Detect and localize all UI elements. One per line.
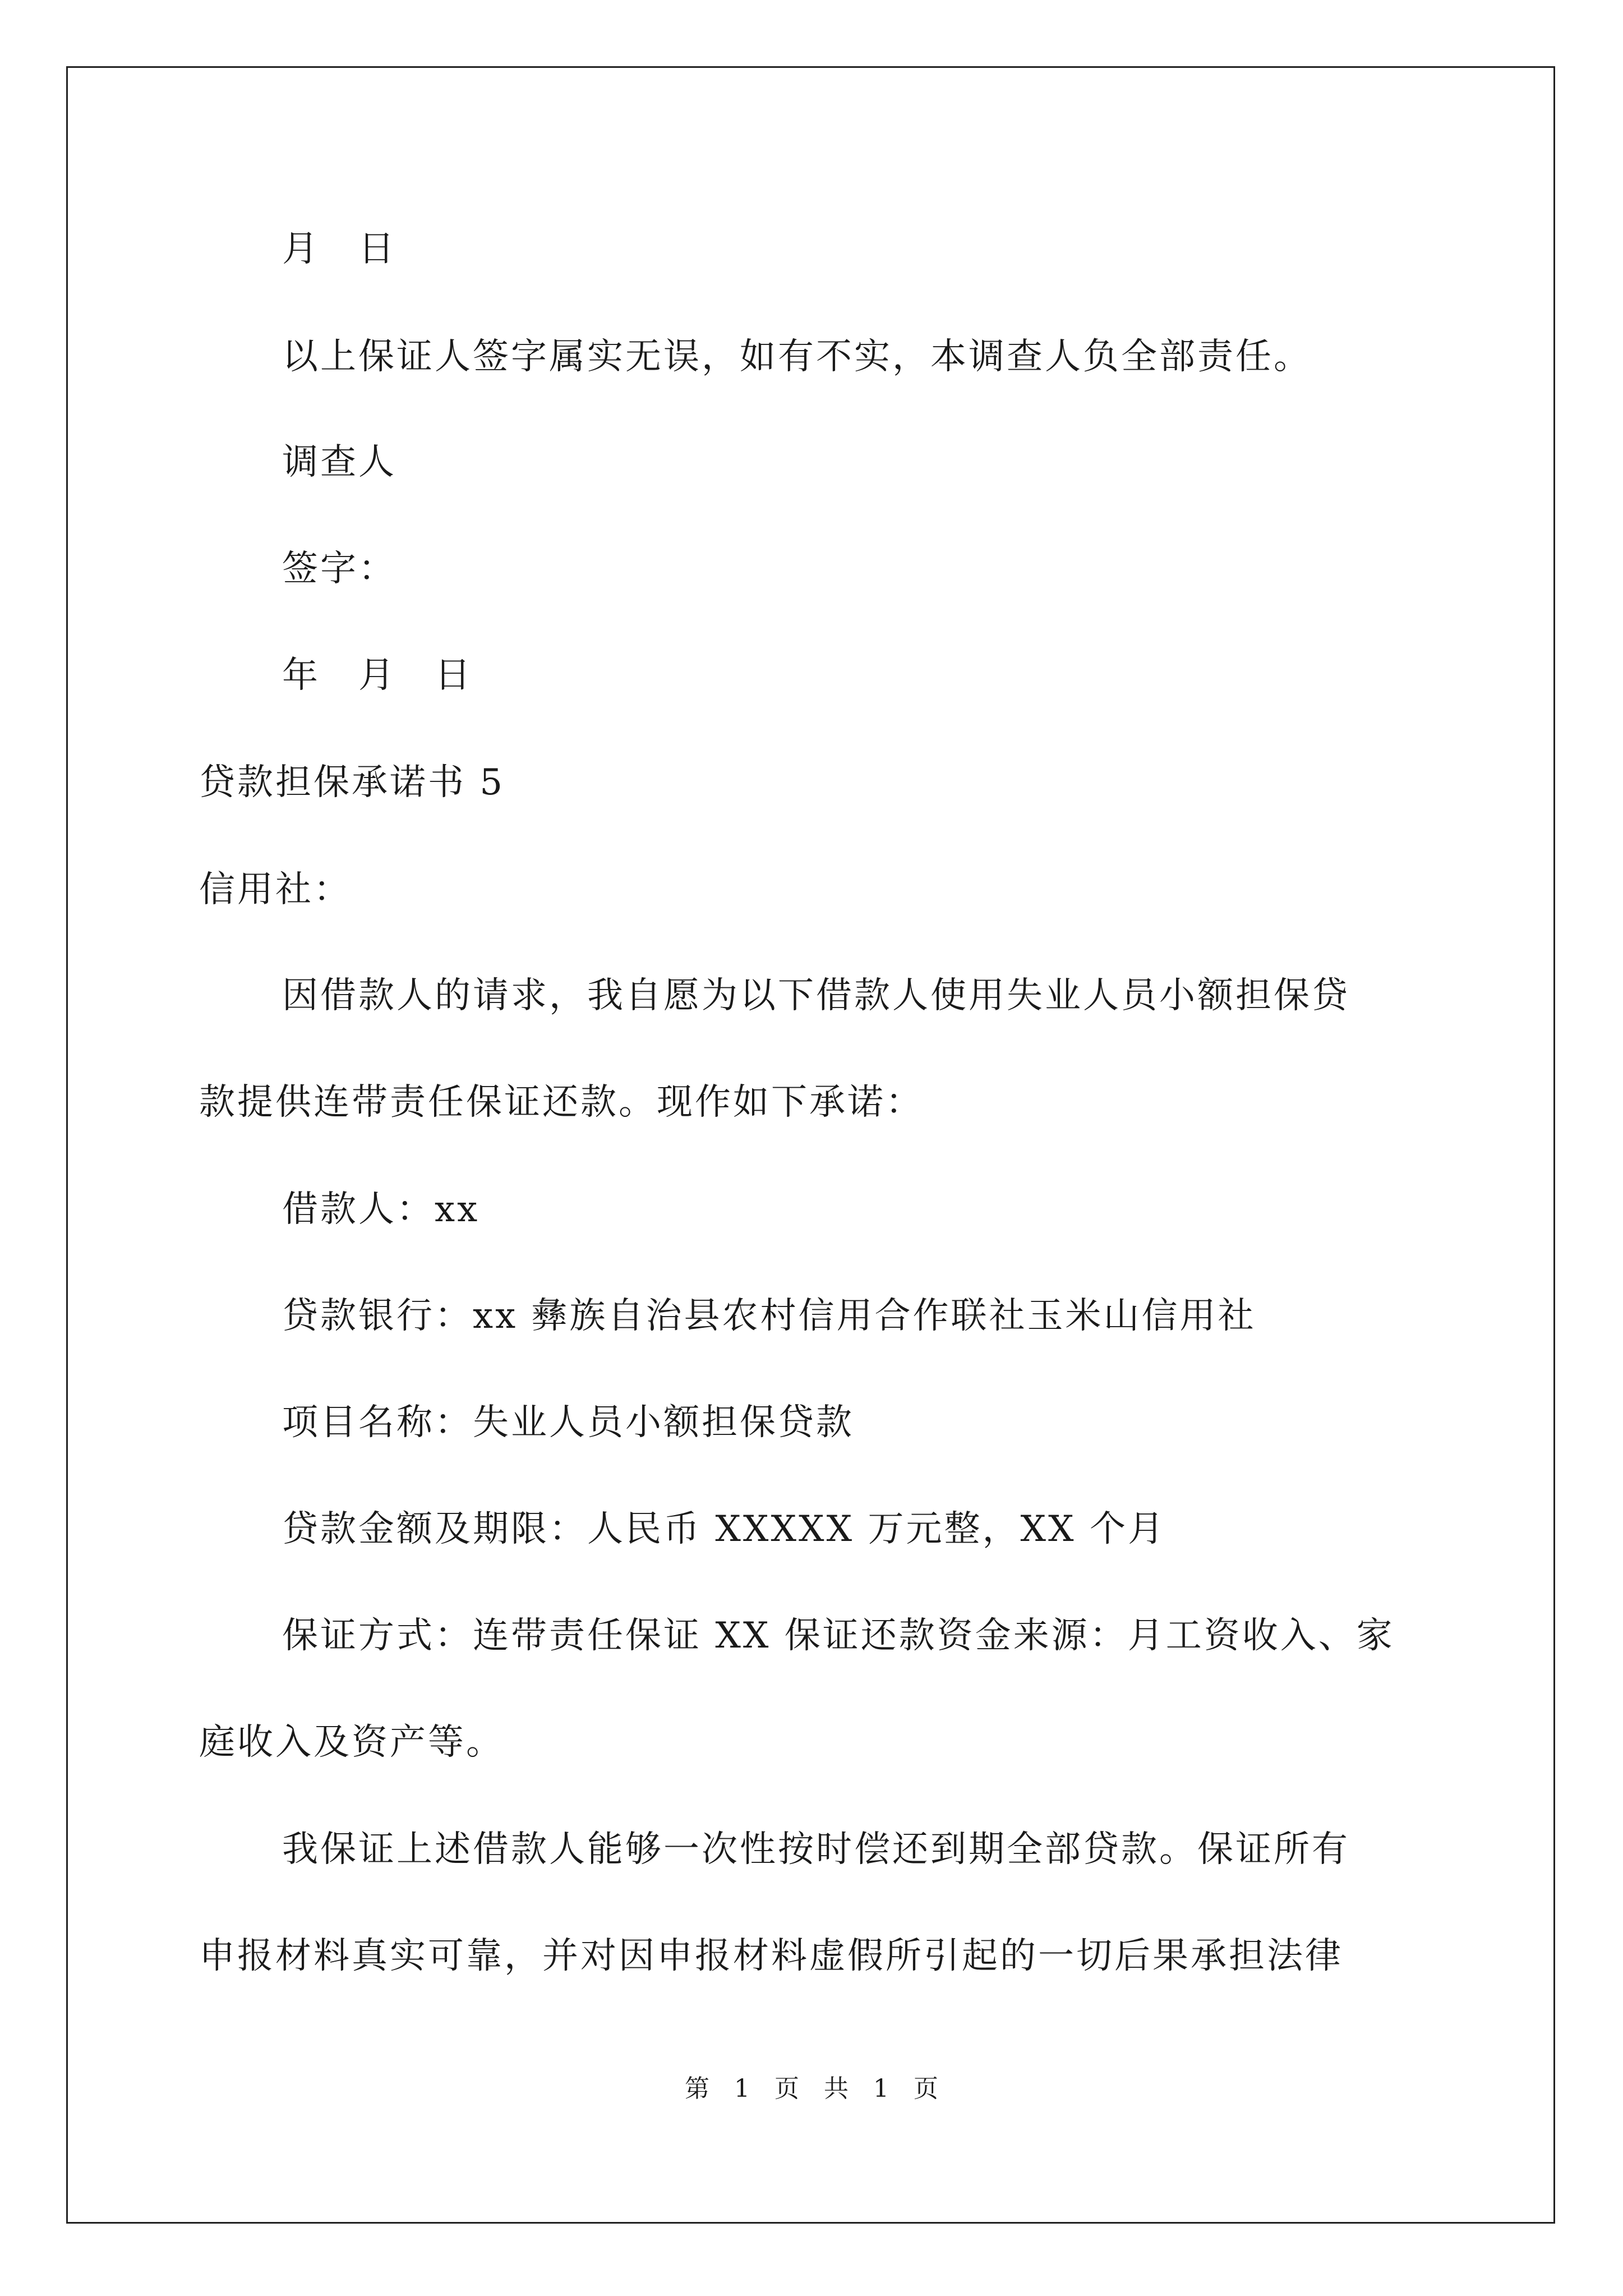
investigator-label: 调查人 bbox=[282, 441, 396, 483]
investigator-statement: 以上保证人签字属实无误，如有不实，本调查人负全部责任。 bbox=[282, 336, 1312, 378]
paragraph-1-line-1: 因借款人的请求，我自愿为以下借款人使用失业人员小额担保贷 bbox=[282, 975, 1350, 1016]
date-year-month-day: 年 月 日 bbox=[282, 655, 473, 696]
page-footer: 第 1 页 共 1 页 bbox=[685, 2074, 938, 2103]
date-month-day: 月 日 bbox=[282, 228, 396, 270]
lender-bank-field: 贷款银行：xx 彝族自治县农村信用合作联社玉米山信用社 bbox=[282, 1295, 1256, 1337]
guarantee-method-line-1: 保证方式：连带责任保证 XX 保证还款资金来源：月工资收入、家 bbox=[282, 1615, 1395, 1657]
page-border bbox=[66, 66, 1555, 2224]
section-title: 贷款担保承诺书 5 bbox=[199, 762, 505, 803]
signature-label: 签字： bbox=[282, 548, 396, 590]
paragraph-1-line-2: 款提供连带责任保证还款。现作如下承诺： bbox=[199, 1082, 924, 1123]
addressee: 信用社： bbox=[199, 869, 352, 910]
paragraph-2-line-2: 申报材料真实可靠，并对因申报材料虚假所引起的一切后果承担法律 bbox=[199, 1935, 1343, 1977]
loan-amount-term-field: 贷款金额及期限：人民币 XXXXX 万元整，XX 个月 bbox=[282, 1508, 1166, 1550]
project-name-field: 项目名称：失业人员小额担保贷款 bbox=[282, 1402, 854, 1443]
borrower-field: 借款人：xx bbox=[282, 1189, 480, 1230]
paragraph-2-line-1: 我保证上述借款人能够一次性按时偿还到期全部贷款。保证所有 bbox=[282, 1829, 1350, 1870]
guarantee-method-line-2: 庭收入及资产等。 bbox=[199, 1722, 504, 1763]
